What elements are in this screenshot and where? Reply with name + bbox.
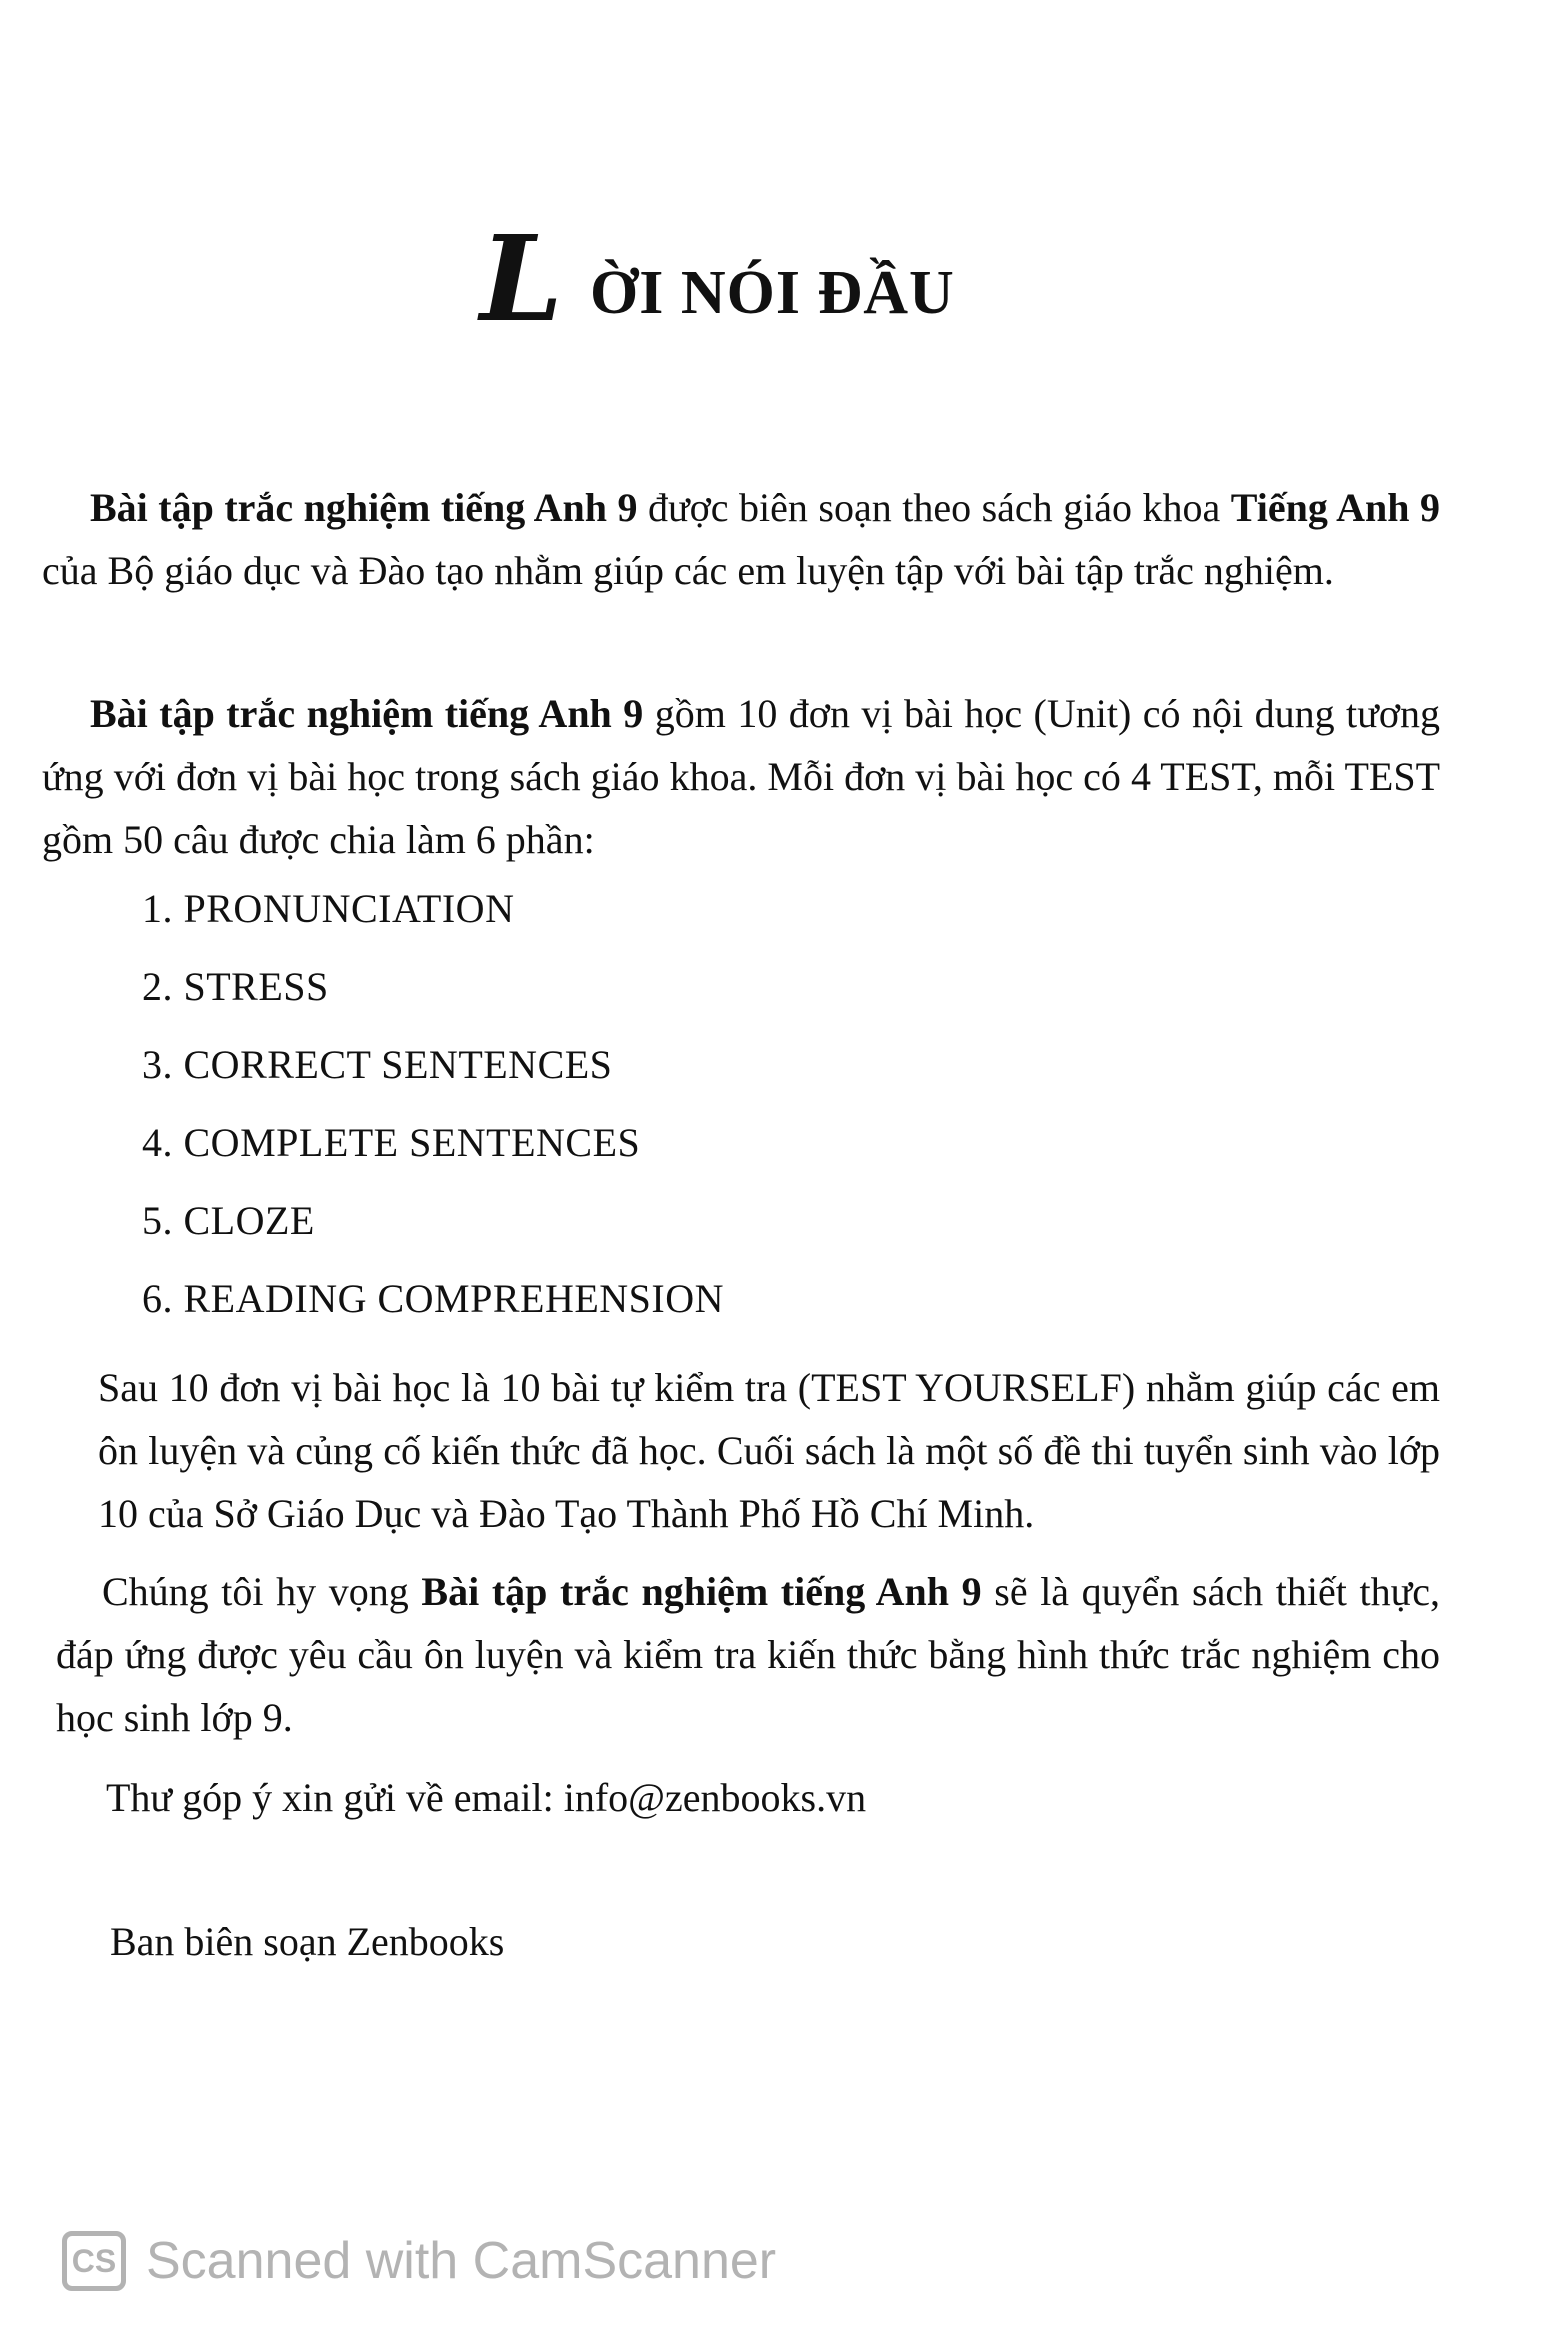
camscanner-logo-icon: CS [62, 2231, 126, 2291]
book-title: Bài tập trắc nghiệm tiếng Anh 9 [90, 485, 638, 530]
section-item: 4. COMPLETE SENTENCES [142, 1120, 641, 1165]
review-paragraph: Sau 10 đơn vị bài học là 10 bài tự kiểm tra (TEST YOURSELF) nhằm giúp các em ôn luyện và củng cố kiến thức đã học. Cuối sách là một số đề thi tuyển sinh vào lớp 10 của Sở Giáo Dục và Đào Tạo Thành Phố Hồ Chí Minh. [98, 1365, 1440, 1536]
contact-line: Thư góp ý xin gửi về email: info@zenbooks.vn [106, 1775, 867, 1820]
camscanner-watermark [62, 2226, 776, 2296]
section-item: 3. CORRECT SENTENCES [142, 1042, 613, 1087]
section-item: 2. STRESS [142, 964, 329, 1009]
hope-text-2: sẽ là quyển sách thiết thực, đáp ứng được yêu cầu ôn luyện và kiểm tra kiến thức bằng hình thức trắc nghiệm cho học sinh lớp 9. [56, 1569, 1441, 1740]
section-item: 5. CLOZE [142, 1198, 315, 1243]
structure-text: gồm 10 đơn vị bài học (Unit) có nội dung tương ứng với đơn vị bài học trong sách giáo khoa. Mỗi đơn vị bài học có 4 TEST, mỗi TEST gồm 50 câu được chia làm 6 phần: [42, 691, 1440, 862]
section-item: 6. READING COMPREHENSION [142, 1276, 725, 1321]
title-decorative-initial: L [480, 209, 563, 348]
intro-text-2: của Bộ giáo dục và Đào tạo nhằm giúp các em luyện tập với bài tập trắc nghiệm. [42, 548, 1334, 593]
intro-text-1: được biên soạn theo sách giáo khoa [637, 485, 1231, 530]
book-title-2: Bài tập trắc nghiệm tiếng Anh 9 [90, 691, 644, 736]
signature: Ban biên soạn Zenbooks [110, 1919, 505, 1964]
section-item: 1. PRONUNCIATION [142, 886, 515, 931]
hope-paragraph [56, 1560, 1440, 1749]
page-title [480, 209, 1000, 348]
section-list [142, 885, 724, 1353]
watermark-text: Scanned with CamScanner [146, 2232, 777, 2290]
textbook-title: Tiếng Anh 9 [1230, 485, 1440, 530]
title-text: ỜI NÓI ĐẦU [590, 259, 955, 327]
intro-paragraph [42, 476, 1440, 602]
hope-text-1: Chúng tôi hy vọng [102, 1569, 422, 1614]
book-title-3: Bài tập trắc nghiệm tiếng Anh 9 [421, 1569, 982, 1614]
structure-paragraph [42, 682, 1440, 871]
